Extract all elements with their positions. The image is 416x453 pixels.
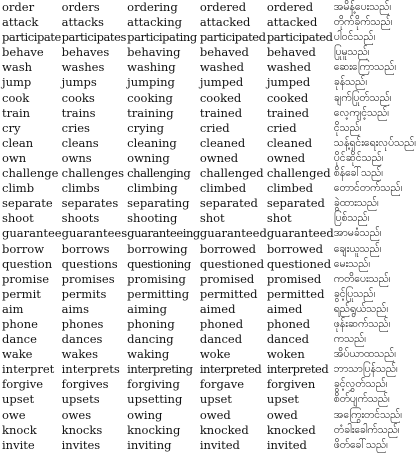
base-form-cell: upset <box>2 392 35 407</box>
past-participle-cell: borrowed <box>266 241 324 256</box>
past-participle-cell: cried <box>266 120 297 135</box>
present-participle-cell: guaranteeing <box>127 226 200 241</box>
third-person-form-cell: trains <box>61 105 96 120</box>
past-participle-cell: owed <box>266 407 298 422</box>
third-person-form-cell: promises <box>61 271 115 286</box>
myanmar-meaning-cell: ချက်ပြုတ်သည်၊ <box>333 91 392 104</box>
past-participle-cell: trained <box>266 105 310 120</box>
myanmar-meaning-cell: ခွင့်ပြုသည်၊ <box>333 287 376 300</box>
base-form-cell: guarantee <box>2 226 62 241</box>
base-form-cell: owe <box>2 407 26 422</box>
third-person-form-cell: upsets <box>61 392 100 407</box>
past-participle-cell: shot <box>266 211 292 226</box>
third-person-form-cell: separates <box>61 196 119 211</box>
third-person-form-cell: questions <box>61 256 118 271</box>
past-tense-cell: attacked <box>199 15 251 30</box>
third-person-form-cell: attacks <box>61 15 104 30</box>
table-row <box>2 166 416 181</box>
past-tense-cell: interpreted <box>199 362 262 377</box>
present-participle-cell: waking <box>127 347 170 362</box>
myanmar-meaning-cell: ဘာသာပြန်သည်၊ <box>333 363 398 376</box>
past-tense-cell: guaranteed <box>199 226 267 241</box>
past-participle-cell: guaranteed <box>266 226 334 241</box>
third-person-form-cell: cleans <box>61 135 99 150</box>
myanmar-meaning-cell: စိန်ခေါ်သည်၊ <box>333 167 384 180</box>
myanmar-meaning-cell: ပြစ်သည်၊ <box>333 212 370 225</box>
past-tense-cell: owed <box>199 407 231 422</box>
table-row <box>2 136 416 151</box>
myanmar-meaning-cell: အမိန့်ပေးသည်၊ <box>333 1 392 13</box>
present-participle-cell: training <box>127 105 174 120</box>
base-form-cell: challenge <box>2 166 59 181</box>
present-participle-cell: owning <box>127 150 170 165</box>
past-tense-cell: jumped <box>199 75 244 90</box>
third-person-form-cell: aims <box>61 301 89 316</box>
table-row <box>2 121 416 136</box>
past-participle-cell: permitted <box>266 286 325 301</box>
present-participle-cell: separating <box>127 196 190 211</box>
myanmar-meaning-cell: ကသည်၊ <box>333 333 367 346</box>
present-participle-cell: forgiving <box>127 377 180 392</box>
past-participle-cell: behaved <box>266 45 316 60</box>
base-form-cell: aim <box>2 301 24 316</box>
present-participle-cell: dancing <box>127 332 174 347</box>
table-row <box>2 392 416 407</box>
myanmar-meaning-cell: စိတ်ပျက်သည်၊ <box>333 393 390 406</box>
verb-conjugation-table <box>2 0 416 453</box>
present-participle-cell: phoning <box>127 316 175 331</box>
base-form-cell: promise <box>2 271 50 286</box>
base-form-cell: separate <box>2 196 53 211</box>
table-row <box>2 15 416 30</box>
past-tense-cell: challenged <box>199 166 264 181</box>
third-person-form-cell: borrows <box>61 241 110 256</box>
third-person-form-cell: participates <box>61 30 126 45</box>
myanmar-meaning-cell: အကြွေးတင်သည်၊ <box>333 408 403 421</box>
myanmar-meaning-cell: အာမခံသည်၊ <box>333 227 382 240</box>
present-participle-cell: inviting <box>127 437 172 452</box>
third-person-form-cell: interprets <box>61 362 120 377</box>
myanmar-meaning-cell: ချေးယူသည်၊ <box>333 242 382 255</box>
past-participle-cell: climbed <box>266 181 314 196</box>
base-form-cell: jump <box>2 75 32 90</box>
past-tense-cell: behaved <box>199 45 249 60</box>
base-form-cell: clean <box>2 135 34 150</box>
present-participle-cell: climbing <box>127 181 178 196</box>
past-participle-cell: jumped <box>266 75 311 90</box>
table-row <box>2 242 416 257</box>
past-participle-cell: participated <box>266 30 333 45</box>
third-person-form-cell: owes <box>61 407 92 422</box>
myanmar-meaning-cell: ရည်ရွယ်သည်၊ <box>333 302 389 315</box>
third-person-form-cell: shoots <box>61 211 100 226</box>
third-person-form-cell: climbs <box>61 181 100 196</box>
table-row <box>2 196 416 211</box>
myanmar-meaning-cell: ကတိပေးသည်၊ <box>333 272 391 285</box>
third-person-form-cell: dances <box>61 332 103 347</box>
table-row <box>2 362 416 377</box>
base-form-cell: shoot <box>2 211 34 226</box>
table-row <box>2 272 416 287</box>
table-row <box>2 423 416 438</box>
past-participle-cell: ordered <box>266 0 314 14</box>
myanmar-meaning-cell: ဖုန်းဆက်သည်၊ <box>333 317 391 330</box>
base-form-cell: attack <box>2 15 39 30</box>
table-row <box>2 302 416 317</box>
past-tense-cell: cooked <box>199 90 242 105</box>
present-participle-cell: questioning <box>127 256 191 271</box>
base-form-cell: invite <box>2 437 35 452</box>
third-person-form-cell: owns <box>61 150 92 165</box>
myanmar-meaning-cell: တံခါးခေါက်သည်၊ <box>333 423 400 436</box>
table-row <box>2 332 416 347</box>
present-participle-cell: shooting <box>127 211 178 226</box>
present-participle-cell: aiming <box>127 301 168 316</box>
present-participle-cell: ordering <box>127 0 178 14</box>
base-form-cell: order <box>2 0 35 14</box>
past-tense-cell: questioned <box>199 256 265 271</box>
third-person-form-cell: orders <box>61 0 100 14</box>
present-participle-cell: cooking <box>127 90 173 105</box>
myanmar-meaning-cell: ငိုသည်၊ <box>333 121 362 134</box>
third-person-form-cell: permits <box>61 286 107 301</box>
present-participle-cell: promising <box>127 271 186 286</box>
myanmar-meaning-cell: အိပ်ယာထသည်၊ <box>333 348 397 361</box>
past-tense-cell: cried <box>199 120 230 135</box>
table-row <box>2 181 416 196</box>
past-participle-cell: separated <box>266 196 325 211</box>
past-participle-cell: attacked <box>266 15 318 30</box>
present-participle-cell: interpreting <box>127 362 193 377</box>
table-row <box>2 211 416 226</box>
present-participle-cell: permitting <box>127 286 190 301</box>
past-tense-cell: promised <box>199 271 255 286</box>
third-person-form-cell: invites <box>61 437 101 452</box>
myanmar-meaning-cell: ပြုမူသည်၊ <box>333 46 370 59</box>
base-form-cell: behave <box>2 45 44 60</box>
base-form-cell: wake <box>2 347 33 362</box>
past-participle-cell: upset <box>266 392 299 407</box>
past-participle-cell: forgiven <box>266 377 316 392</box>
base-form-cell: permit <box>2 286 41 301</box>
past-tense-cell: danced <box>199 332 243 347</box>
base-form-cell: cry <box>2 120 21 135</box>
base-form-cell: climb <box>2 181 35 196</box>
third-person-form-cell: challenges <box>61 166 124 181</box>
table-row <box>2 60 416 75</box>
third-person-form-cell: forgives <box>61 377 109 392</box>
past-tense-cell: phoned <box>199 316 244 331</box>
base-form-cell: participate <box>2 30 61 45</box>
base-form-cell: cook <box>2 90 30 105</box>
present-participle-cell: washing <box>127 60 176 75</box>
present-participle-cell: knocking <box>127 422 181 437</box>
past-tense-cell: cleaned <box>199 135 246 150</box>
third-person-form-cell: guarantees <box>61 226 128 241</box>
table-row <box>2 408 416 423</box>
past-participle-cell: danced <box>266 332 310 347</box>
present-participle-cell: owing <box>127 407 163 422</box>
table-row <box>2 91 416 106</box>
past-participle-cell: questioned <box>266 256 332 271</box>
table-row <box>2 287 416 302</box>
past-participle-cell: knocked <box>266 422 316 437</box>
past-tense-cell: upset <box>199 392 232 407</box>
past-tense-cell: owned <box>199 150 239 165</box>
table-row <box>2 438 416 453</box>
past-participle-cell: phoned <box>266 316 311 331</box>
myanmar-meaning-cell: တောင်တက်သည်၊ <box>333 182 403 195</box>
table-row <box>2 226 416 241</box>
past-participle-cell: aimed <box>266 301 303 316</box>
third-person-form-cell: behaves <box>61 45 110 60</box>
past-tense-cell: borrowed <box>199 241 257 256</box>
past-tense-cell: woke <box>199 347 231 362</box>
past-participle-cell: cleaned <box>266 135 313 150</box>
past-tense-cell: knocked <box>199 422 249 437</box>
past-tense-cell: invited <box>199 437 240 452</box>
present-participle-cell: behaving <box>127 45 181 60</box>
table-row <box>2 257 416 272</box>
myanmar-meaning-cell: လေ့ကျင့်သည်၊ <box>333 106 390 119</box>
present-participle-cell: borrowing <box>127 241 188 256</box>
verb-table-body <box>2 0 416 453</box>
past-tense-cell: trained <box>199 105 243 120</box>
third-person-form-cell: knocks <box>61 422 103 437</box>
past-tense-cell: washed <box>199 60 245 75</box>
past-tense-cell: separated <box>199 196 258 211</box>
myanmar-meaning-cell: မေးသည်၊ <box>333 257 371 270</box>
third-person-form-cell: cooks <box>61 90 95 105</box>
present-participle-cell: cleaning <box>127 135 177 150</box>
past-participle-cell: interpreted <box>266 362 329 377</box>
past-participle-cell: challenged <box>266 166 331 181</box>
myanmar-meaning-cell: ခွဲထားသည်၊ <box>333 197 379 210</box>
myanmar-meaning-cell: ဆေးကြောသည်၊ <box>333 61 397 74</box>
table-row <box>2 0 416 15</box>
past-participle-cell: woken <box>266 347 305 362</box>
past-tense-cell: ordered <box>199 0 247 14</box>
base-form-cell: question <box>2 256 53 271</box>
base-form-cell: own <box>2 150 27 165</box>
myanmar-meaning-cell: ခုန်သည်၊ <box>333 76 368 89</box>
table-row <box>2 377 416 392</box>
table-row <box>2 151 416 166</box>
past-participle-cell: cooked <box>266 90 309 105</box>
third-person-form-cell: wakes <box>61 347 99 362</box>
table-row <box>2 317 416 332</box>
third-person-form-cell: jumps <box>61 75 97 90</box>
myanmar-meaning-cell: တိုက်ခိုက်သည်၊ <box>333 16 393 29</box>
base-form-cell: wash <box>2 60 33 75</box>
base-form-cell: knock <box>2 422 37 437</box>
past-tense-cell: permitted <box>199 286 258 301</box>
base-form-cell: forgive <box>2 377 44 392</box>
myanmar-meaning-cell: ခွင့်လွှတ်သည်၊ <box>333 378 388 391</box>
present-participle-cell: participating <box>127 30 197 45</box>
third-person-form-cell: cries <box>61 120 90 135</box>
third-person-form-cell: washes <box>61 60 105 75</box>
table-row <box>2 30 416 45</box>
base-form-cell: dance <box>2 332 37 347</box>
present-participle-cell: crying <box>127 120 165 135</box>
present-participle-cell: jumping <box>127 75 175 90</box>
past-participle-cell: owned <box>266 150 306 165</box>
base-form-cell: borrow <box>2 241 45 256</box>
myanmar-meaning-cell: သန့်ရှင်းရေးလုပ်သည်၊ <box>333 136 416 149</box>
present-participle-cell: upsetting <box>127 392 183 407</box>
table-row <box>2 347 416 362</box>
base-form-cell: phone <box>2 316 38 331</box>
present-participle-cell: attacking <box>127 15 182 30</box>
past-participle-cell: invited <box>266 437 307 452</box>
present-participle-cell: challenging <box>127 166 191 181</box>
past-tense-cell: forgave <box>199 377 245 392</box>
myanmar-meaning-cell: ပါဝင်သည်၊ <box>333 31 376 44</box>
past-participle-cell: promised <box>266 271 322 286</box>
base-form-cell: train <box>2 105 31 120</box>
past-tense-cell: participated <box>199 30 266 45</box>
myanmar-meaning-cell: ဖိတ်ခေါ်သည်၊ <box>333 438 388 451</box>
base-form-cell: interpret <box>2 362 55 377</box>
third-person-form-cell: phones <box>61 316 104 331</box>
table-row <box>2 106 416 121</box>
table-row <box>2 75 416 90</box>
past-tense-cell: shot <box>199 211 225 226</box>
past-tense-cell: aimed <box>199 301 236 316</box>
table-row <box>2 45 416 60</box>
myanmar-meaning-cell: ပိုင်ဆိုင်သည်၊ <box>333 151 384 164</box>
past-tense-cell: climbed <box>199 181 247 196</box>
past-participle-cell: washed <box>266 60 311 75</box>
